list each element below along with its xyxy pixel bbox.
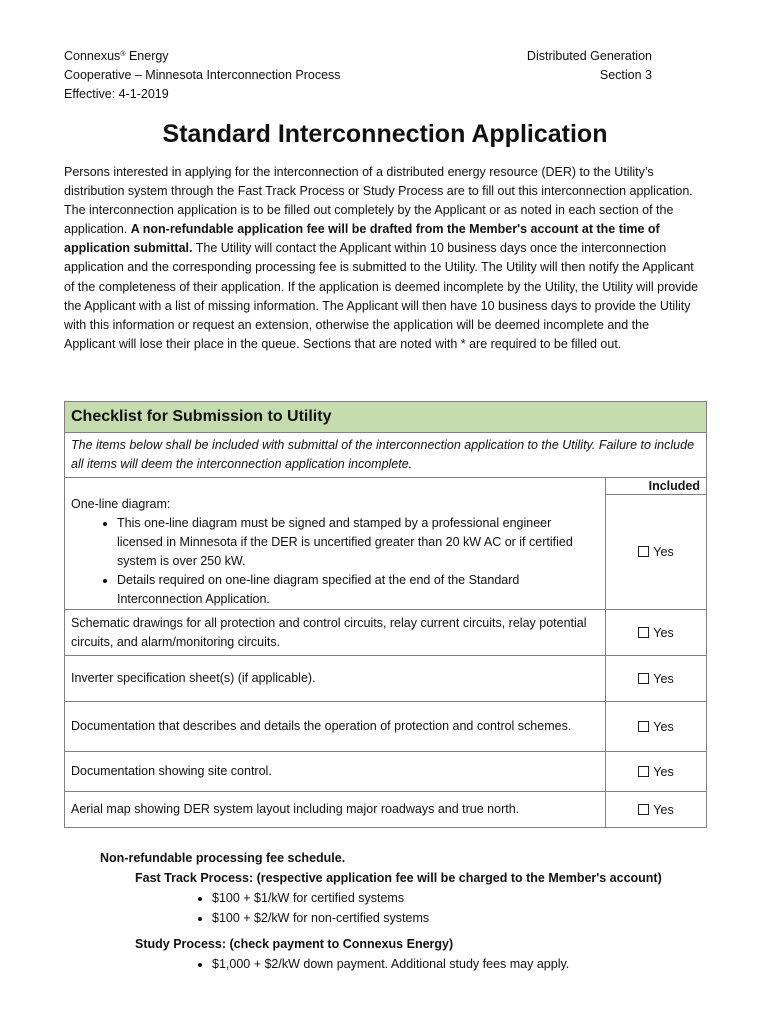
table-row — [65, 702, 707, 752]
checkbox-icon — [638, 673, 649, 684]
effective-date: Effective: 4-1-2019 — [64, 87, 169, 101]
list-item: • $1,000 + $2/kW down payment. Additional study fees may apply. — [212, 954, 662, 974]
header-right — [527, 47, 652, 85]
protection-yes-checkbox[interactable]: Yes — [606, 702, 707, 752]
checklist-heading: Checklist for Submission to Utility — [65, 402, 707, 433]
checklist-instructions: The items below shall be included with submittal of the interconnection application to the Utility. Failure to include all items will deem the interconnection application incomplete. — [65, 433, 707, 478]
checkbox-icon — [638, 804, 649, 815]
included-column-header: Included — [606, 478, 707, 495]
schematic-yes-checkbox[interactable]: Yes — [606, 610, 707, 656]
checklist-item: Inverter specification sheet(s) (if applicable). — [65, 656, 606, 702]
checklist-item: Documentation that describes and details the operation of protection and control schemes. — [65, 702, 606, 752]
aerial-map-yes-checkbox[interactable]: Yes — [606, 792, 707, 828]
checklist-item: Aerial map showing DER system layout including major roadways and true north. — [65, 792, 606, 828]
section-number: Section 3 — [599, 68, 652, 82]
study-process-list — [100, 954, 662, 974]
table-row — [65, 792, 707, 828]
inverter-yes-checkbox[interactable]: Yes — [606, 656, 707, 702]
oneline-yes-checkbox[interactable]: Yes — [606, 495, 707, 610]
process-name: Cooperative – Minnesota Interconnection Process — [64, 68, 341, 82]
checklist-table — [64, 401, 707, 828]
intro-paragraph: Persons interested in applying for the interconnection of a distributed energy resource (DER) to the Utility’s distribution system through the Fast Track Process or Study Process are to fill out this interconnection application. The interconnection application is to be filled out completely by the Applicant or as noted in each section of the application. A non-refundable application fee will be drafted from the Member's account at the time of application submittal. The Utility will contact the Applicant within 10 business days once the interconnection application and the corresponding processing fee is submitted to the Utility. The Utility will then notify the Applicant of the completeness of their application. If the application is deemed incomplete by the Utility, the Utility will provide the Applicant with a list of missing information. The Applicant will then have 10 business days to provide the Utility with this information or request an extension, otherwise the application will be deemed incomplete and the Applicant will lose their place in the queue. Sections that are noted with * are required to be filled out. — [64, 165, 699, 351]
list-item: • $100 + $2/kW for non-certified systems — [212, 908, 662, 928]
list-item: • $100 + $1/kW for certified systems — [212, 888, 662, 908]
oneline-item: One-line diagram: • This one-line diagram must be signed and stamped by a professional engineer licensed in Minnesota if the DER is uncertified greater than 20 kW AC or if certified system is over 250 kW. • Details required on one-line diagram specified at the end of the Standard Interconnection Application. — [65, 495, 606, 610]
checkbox-icon — [638, 766, 649, 777]
section-label: Distributed Generation — [526, 49, 652, 63]
document-header — [64, 47, 652, 104]
checklist-item: Documentation showing site control. — [65, 752, 606, 792]
org-name: Connexus — [64, 49, 121, 63]
checklist-item: Schematic drawings for all protection and control circuits, relay current circuits, relay potential circuits, and alarm/monitoring circuits. — [65, 610, 606, 656]
org-suffix: Energy — [128, 49, 169, 63]
table-row — [65, 752, 707, 792]
study-process-heading: Study Process: (check payment to Connexus Energy) — [135, 937, 454, 951]
fast-track-list — [100, 888, 662, 928]
table-row — [65, 656, 707, 702]
checkbox-icon — [638, 627, 649, 638]
page-title: Standard Interconnection Application — [162, 120, 608, 148]
fast-track-heading: Fast Track Process: (respective application fee will be charged to the Member's account) — [135, 871, 662, 885]
checkbox-icon — [638, 721, 649, 732]
fee-schedule-heading: Non-refundable processing fee schedule. — [100, 851, 346, 865]
registered-mark: ® — [120, 51, 126, 58]
table-row — [65, 610, 707, 656]
table-row — [65, 495, 707, 610]
header-left — [64, 47, 341, 104]
site-control-yes-checkbox[interactable]: Yes — [606, 752, 707, 792]
fee-notice: A non-refundable application fee will be drafted from the Member's account at the time of application submittal. — [64, 222, 660, 256]
checkbox-icon — [638, 546, 649, 557]
fee-schedule — [100, 848, 662, 974]
